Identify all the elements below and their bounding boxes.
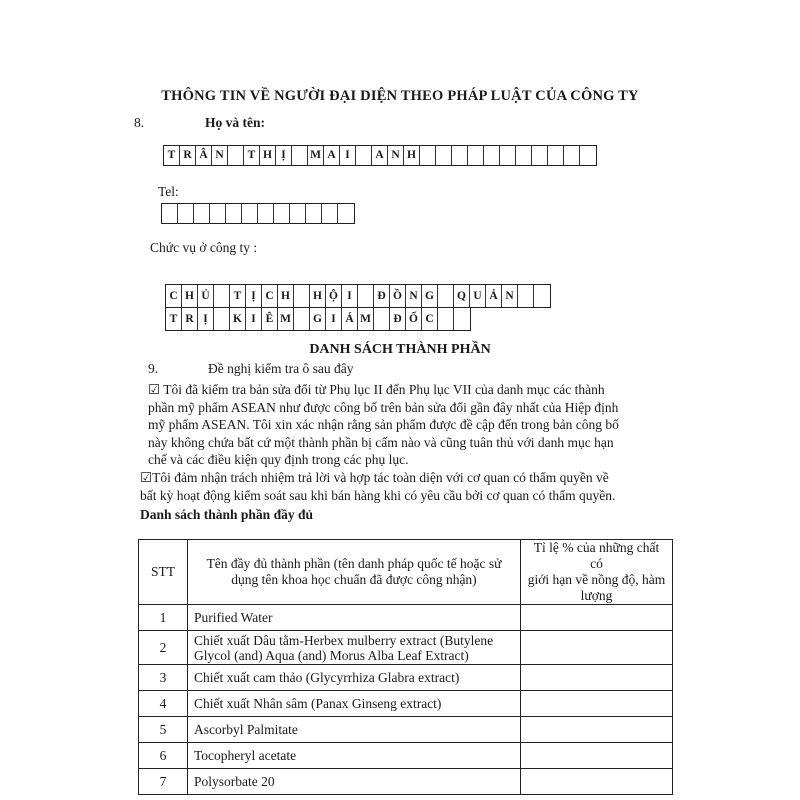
position-letter-box: Đ bbox=[390, 308, 406, 330]
check-statement-2 bbox=[140, 469, 615, 504]
name-letter-box bbox=[516, 146, 532, 165]
row-stt: 6 bbox=[139, 743, 188, 769]
name-letter-box: Ị bbox=[276, 146, 292, 165]
checkbox-checked-icon: ☑ bbox=[140, 470, 153, 485]
ingredient-name-line: Polysorbate 20 bbox=[194, 774, 275, 789]
position-letter-box: M bbox=[358, 308, 374, 330]
name-letter-box: M bbox=[308, 146, 324, 165]
row-percent bbox=[521, 743, 673, 769]
check-1-line: mỹ phẩm ASEAN. Tôi xin xác nhận rằng sản phẩm được đề cập đến trong bản công bố bbox=[148, 417, 619, 432]
header-percent-line: Tỉ lệ % của những chất có bbox=[533, 540, 660, 571]
position-letter-box: Á bbox=[342, 308, 358, 330]
position-letter-box: Ê bbox=[262, 308, 278, 330]
tel-letter-boxes bbox=[161, 203, 355, 224]
row-ingredient-name bbox=[188, 665, 521, 691]
row-percent bbox=[521, 665, 673, 691]
name-letter-box: A bbox=[372, 146, 388, 165]
position-row-1-boxes bbox=[165, 284, 551, 308]
row-stt: 2 bbox=[139, 631, 188, 665]
name-letter-box bbox=[420, 146, 436, 165]
ingredient-name-line: Ascorbyl Palmitate bbox=[194, 722, 298, 737]
name-letter-box bbox=[564, 146, 580, 165]
tel-digit-box bbox=[258, 204, 274, 223]
position-letter-box: T bbox=[230, 285, 246, 307]
ingredient-name-line: Chiết xuất Nhân sâm (Panax Ginseng extract) bbox=[194, 696, 442, 711]
row-ingredient-name bbox=[188, 691, 521, 717]
position-label: Chức vụ ở công ty : bbox=[150, 240, 258, 255]
name-letter-box: R bbox=[180, 146, 196, 165]
header-stt: STT bbox=[139, 540, 188, 605]
position-letter-box: G bbox=[310, 308, 326, 330]
name-letter-box: A bbox=[324, 146, 340, 165]
row-stt: 3 bbox=[139, 665, 188, 691]
tel-digit-box bbox=[290, 204, 306, 223]
name-letter-box bbox=[532, 146, 548, 165]
item-9-number: 9. bbox=[148, 361, 159, 376]
name-label: Họ và tên: bbox=[205, 115, 265, 130]
header-name-line: dụng tên khoa học chuẩn đã được công nhận) bbox=[231, 572, 477, 587]
name-letter-box: T bbox=[244, 146, 260, 165]
position-letter-box: C bbox=[262, 285, 278, 307]
ingredient-name-line: Tocopheryl acetate bbox=[194, 748, 297, 763]
position-letter-box: I bbox=[326, 308, 342, 330]
row-percent bbox=[521, 631, 673, 665]
name-letter-box: Â bbox=[196, 146, 212, 165]
position-letter-box: Ố bbox=[406, 308, 422, 330]
tel-digit-box bbox=[242, 204, 258, 223]
position-letter-box: C bbox=[166, 285, 182, 307]
position-letter-box: Ả bbox=[486, 285, 502, 307]
name-letter-box: H bbox=[260, 146, 276, 165]
name-letter-box: N bbox=[212, 146, 228, 165]
table-row bbox=[139, 769, 673, 795]
name-letter-box bbox=[228, 146, 244, 165]
position-letter-box: I bbox=[342, 285, 358, 307]
table-header-row bbox=[139, 540, 673, 605]
name-letter-box bbox=[452, 146, 468, 165]
check-1-line: này không chứa bất cứ một thành phần bị cấm nào và cũng tuân thủ với danh mục hạn bbox=[148, 434, 614, 450]
ingredient-name-line: Chiết xuất cam thảo (Glycyrrhiza Glabra extract) bbox=[194, 670, 460, 685]
position-letter-box bbox=[294, 308, 310, 330]
position-letter-box: Ị bbox=[246, 285, 262, 307]
item-8-number: 8. bbox=[134, 115, 145, 130]
name-letter-box bbox=[356, 146, 372, 165]
row-stt: 5 bbox=[139, 717, 188, 743]
header-name bbox=[188, 540, 521, 605]
row-percent bbox=[521, 605, 673, 631]
position-letter-box: U bbox=[470, 285, 486, 307]
position-letter-box bbox=[454, 308, 470, 330]
item-9-text: Đề nghị kiểm tra ô sau đây bbox=[208, 361, 354, 376]
position-row-2-boxes bbox=[165, 307, 471, 331]
header-percent bbox=[521, 540, 673, 605]
name-letter-box bbox=[292, 146, 308, 165]
position-letter-box: Q bbox=[454, 285, 470, 307]
row-ingredient-name bbox=[188, 631, 521, 665]
ingredient-name-line: Purified Water bbox=[194, 610, 273, 625]
table-row bbox=[139, 691, 673, 717]
header-percent-line: giới hạn về nồng độ, hàm bbox=[527, 572, 666, 587]
tel-digit-box bbox=[338, 204, 354, 223]
header-name-line: Tên đầy đủ thành phần (tên danh pháp quốc tế hoặc sử bbox=[206, 556, 502, 571]
name-letter-box bbox=[484, 146, 500, 165]
tel-digit-box bbox=[194, 204, 210, 223]
position-letter-box: H bbox=[278, 285, 294, 307]
check-2-line: Tôi đảm nhận trách nhiệm trả lời và hợp tác toàn diện với cơ quan có thẩm quyền về bbox=[152, 470, 609, 485]
name-letter-box bbox=[436, 146, 452, 165]
position-letter-box bbox=[438, 285, 454, 307]
position-letter-box: I bbox=[246, 308, 262, 330]
position-letter-box: Ị bbox=[198, 308, 214, 330]
position-letter-box: H bbox=[182, 285, 198, 307]
name-letter-box: T bbox=[164, 146, 180, 165]
name-letter-box bbox=[580, 146, 596, 165]
table-row bbox=[139, 743, 673, 769]
position-letter-box: Ộ bbox=[326, 285, 342, 307]
check-1-line: chế và các điều kiện quy định trong các phụ lục. bbox=[148, 452, 409, 467]
position-letter-box: Ủ bbox=[198, 285, 214, 307]
name-letter-box: I bbox=[340, 146, 356, 165]
name-letter-box: H bbox=[404, 146, 420, 165]
position-letter-box bbox=[294, 285, 310, 307]
name-letter-boxes bbox=[163, 145, 597, 166]
position-letter-box: N bbox=[502, 285, 518, 307]
tel-digit-box bbox=[162, 204, 178, 223]
position-letter-box bbox=[374, 308, 390, 330]
position-letter-box: C bbox=[422, 308, 438, 330]
row-stt: 4 bbox=[139, 691, 188, 717]
position-letter-box bbox=[438, 308, 454, 330]
tel-digit-box bbox=[322, 204, 338, 223]
check-1-line: phần mỹ phẩm ASEAN như được công bố trên bản sửa đổi gần đây nhất của Hiệp định bbox=[148, 399, 619, 415]
table-row bbox=[139, 717, 673, 743]
row-ingredient-name bbox=[188, 769, 521, 795]
row-percent bbox=[521, 691, 673, 717]
position-letter-box bbox=[214, 308, 230, 330]
position-letter-box: M bbox=[278, 308, 294, 330]
row-stt: 1 bbox=[139, 605, 188, 631]
row-stt: 7 bbox=[139, 769, 188, 795]
row-ingredient-name bbox=[188, 717, 521, 743]
position-letter-box: G bbox=[422, 285, 438, 307]
name-letter-box: N bbox=[388, 146, 404, 165]
row-ingredient-name bbox=[188, 743, 521, 769]
tel-digit-box bbox=[210, 204, 226, 223]
position-letter-box: R bbox=[182, 308, 198, 330]
ingredient-name-line: Glycol (and) Aqua (and) Morus Alba Leaf Extract) bbox=[194, 647, 469, 663]
section-title: DANH SÁCH THÀNH PHẦN bbox=[309, 342, 491, 357]
table-row bbox=[139, 665, 673, 691]
position-letter-box: T bbox=[166, 308, 182, 330]
tel-digit-box bbox=[274, 204, 290, 223]
position-letter-box bbox=[518, 285, 534, 307]
full-list-title: Danh sách thành phần đầy đủ bbox=[140, 507, 313, 522]
position-letter-box: Đ bbox=[374, 285, 390, 307]
position-letter-box bbox=[358, 285, 374, 307]
check-statement-1 bbox=[148, 381, 619, 469]
tel-digit-box bbox=[226, 204, 242, 223]
table-row bbox=[139, 631, 673, 665]
position-letter-box: K bbox=[230, 308, 246, 330]
name-letter-box bbox=[500, 146, 516, 165]
row-percent bbox=[521, 769, 673, 795]
name-letter-box bbox=[468, 146, 484, 165]
name-letter-box bbox=[548, 146, 564, 165]
ingredient-name-line: Chiết xuất Dâu tằm-Herbex mulberry extract (Butylene bbox=[194, 632, 494, 648]
checkbox-checked-icon: ☑ bbox=[148, 382, 161, 397]
row-percent bbox=[521, 717, 673, 743]
check-1-line: Tôi đã kiểm tra bản sửa đổi từ Phụ lục II đến Phụ lục VII của danh mục các thành bbox=[163, 382, 605, 397]
position-letter-box: H bbox=[310, 285, 326, 307]
position-letter-box bbox=[534, 285, 550, 307]
tel-digit-box bbox=[306, 204, 322, 223]
row-ingredient-name bbox=[188, 605, 521, 631]
table-row bbox=[139, 605, 673, 631]
position-letter-box: N bbox=[406, 285, 422, 307]
tel-digit-box bbox=[178, 204, 194, 223]
check-2-line: bất kỳ hoạt động kiểm soát sau khi bán hàng khi có yêu cầu bởi cơ quan có thẩm quyền. bbox=[140, 487, 616, 503]
position-letter-box bbox=[214, 285, 230, 307]
header-percent-line: lượng bbox=[580, 588, 613, 603]
position-letter-box: Ồ bbox=[390, 285, 406, 307]
page-title: THÔNG TIN VỀ NGƯỜI ĐẠI DIỆN THEO PHÁP LUẬT CỦA CÔNG TY bbox=[161, 88, 639, 104]
ingredients-table bbox=[138, 539, 673, 795]
tel-label: Tel: bbox=[158, 184, 179, 199]
